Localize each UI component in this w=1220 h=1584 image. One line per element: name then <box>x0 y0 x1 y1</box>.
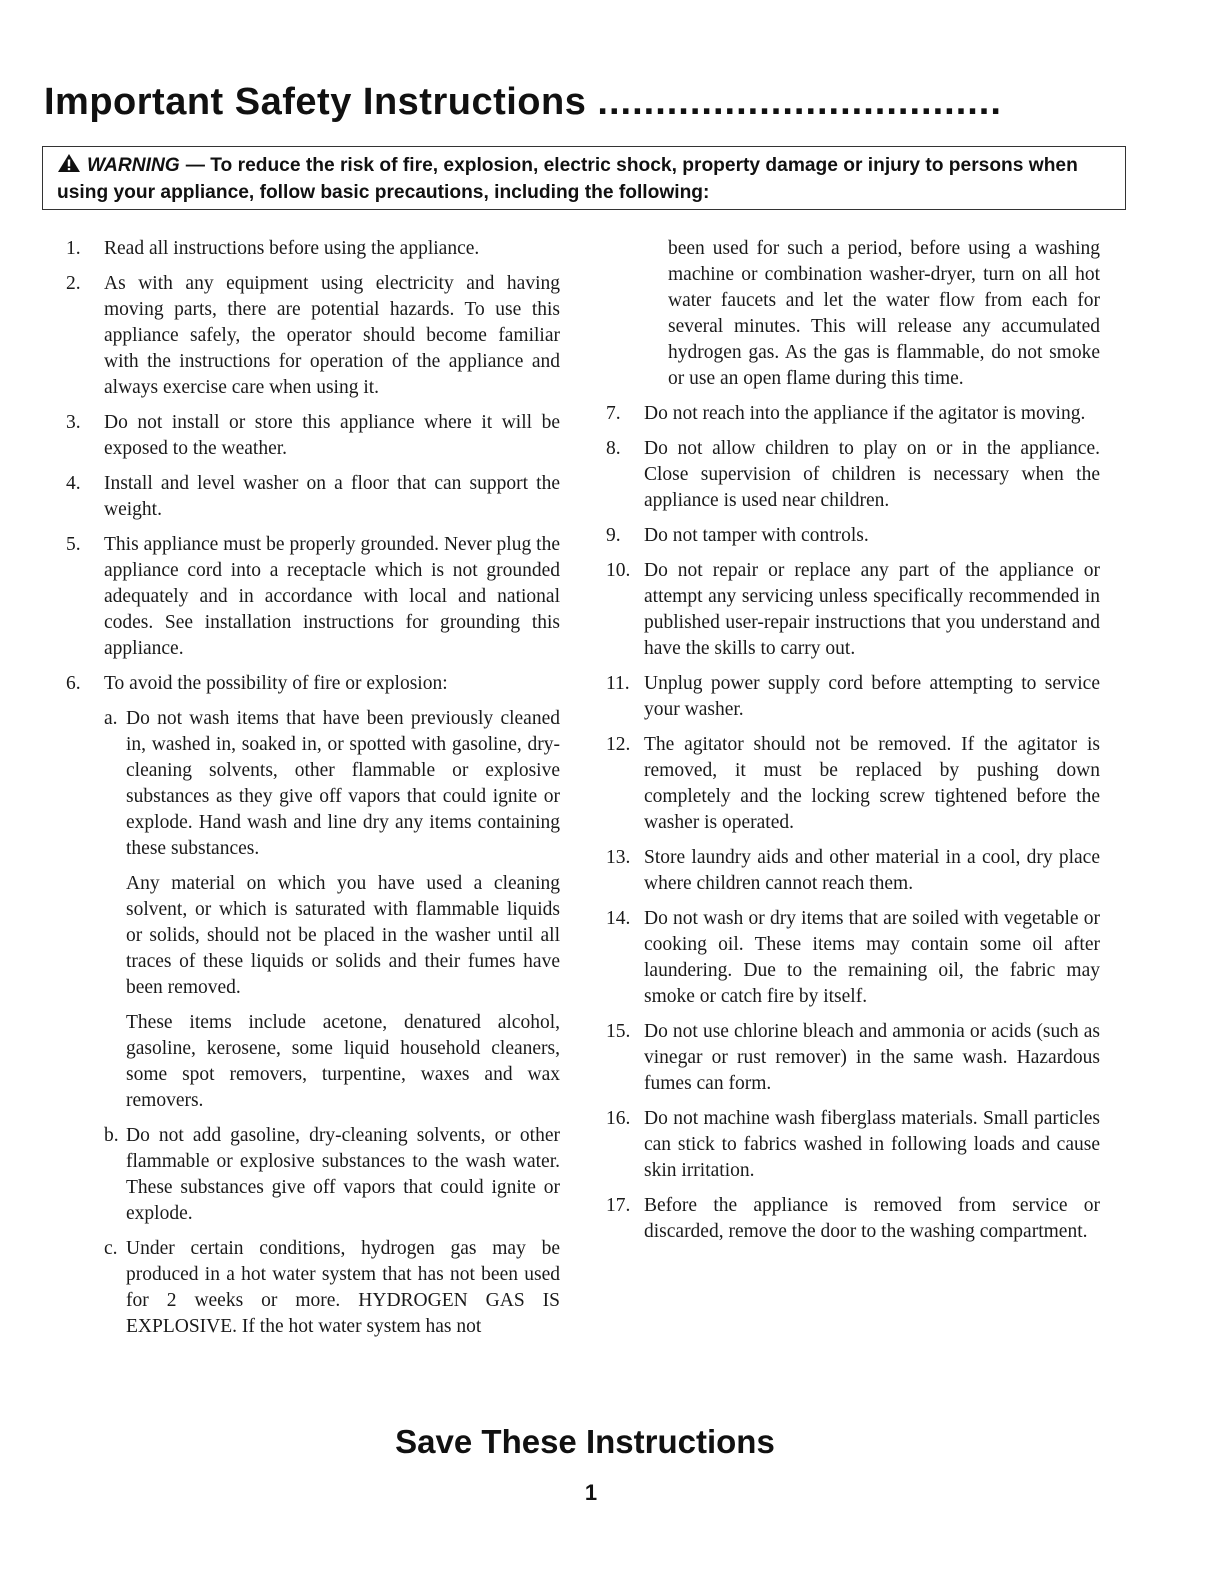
item-number: 12. <box>606 734 631 755</box>
sub-item-c <box>104 1236 560 1340</box>
sub-item-letter: b. <box>104 1125 119 1146</box>
sub-item-text: Under certain conditions, hydrogen gas may be produced in a hot water system that has not been used for 2 weeks or more. HYDROGEN GAS IS EXPLOSIVE. If the hot water system has not <box>126 1238 560 1337</box>
sub-item-a <box>104 706 560 862</box>
item-text: Do not install or store this appliance where it will be exposed to the weather. <box>104 412 560 459</box>
item-text: Do not tamper with controls. <box>644 525 869 546</box>
list-item <box>66 410 560 462</box>
list-item <box>66 471 560 523</box>
list-item <box>606 906 1100 1010</box>
item-number: 11. <box>606 673 630 694</box>
list-item <box>66 271 560 401</box>
sub-item-text: Do not add gasoline, dry-cleaning solvents, or other flammable or explosive substances to the wash water. These substances give off vapors that could ignite or explode. <box>126 1125 560 1224</box>
item-text: Read all instructions before using the appliance. <box>104 238 480 259</box>
item-number: 2. <box>66 273 81 294</box>
page-title-text: Important Safety Instructions <box>44 81 587 123</box>
item-text: Install and level washer on a floor that can support the weight. <box>104 473 560 520</box>
list-item <box>606 845 1100 897</box>
item-text: Store laundry aids and other material in a cool, dry place where children cannot reach them. <box>644 847 1100 894</box>
list-item <box>606 401 1100 427</box>
sub-item-a-paragraph: Any material on which you have used a cleaning solvent, or which is saturated with flammable liquids or solids, should not be placed in the washer until all traces of these liquids or solids and their fumes have been removed. <box>126 873 560 998</box>
page-number: 1 <box>584 1480 598 1505</box>
list-item <box>606 436 1100 514</box>
item-number: 13. <box>606 847 631 868</box>
list-item <box>606 732 1100 836</box>
item-text: The agitator should not be removed. If the agitator is removed, it must be replaced by pushing down completely and the locking screw tightened before the washer is operated. <box>644 734 1100 833</box>
item-text: To avoid the possibility of fire or explosion: <box>104 673 448 694</box>
list-item <box>66 532 560 662</box>
item-number: 1. <box>66 238 81 259</box>
list-item <box>606 523 1100 549</box>
item-text: Before the appliance is removed from service or discarded, remove the door to the washing compartment. <box>644 1195 1100 1242</box>
list-item <box>606 1193 1100 1245</box>
warning-text: — To reduce the risk of fire, explosion, electric shock, property damage or injury to persons when using your appliance, follow basic precautions, including the following: <box>57 155 1078 203</box>
left-column <box>66 236 560 1349</box>
warning-label: WARNING <box>87 155 180 176</box>
list-item <box>66 671 560 697</box>
list-item <box>606 558 1100 662</box>
item-number: 7. <box>606 403 621 424</box>
item-number: 6. <box>66 673 81 694</box>
item-number: 4. <box>66 473 81 494</box>
item-number: 15. <box>606 1021 631 1042</box>
item-number: 10. <box>606 560 631 581</box>
item-text: Do not reach into the appliance if the agitator is moving. <box>644 403 1086 424</box>
sub-item-letter: a. <box>104 708 118 729</box>
item-number: 8. <box>606 438 621 459</box>
item-text: As with any equipment using electricity and having moving parts, there are potential hazards. To use this appliance safely, the operator should become familiar with the instructions for operation of the appliance and always exercise care when using it. <box>104 273 560 398</box>
sub-item-letter: c. <box>104 1238 118 1259</box>
list-item <box>606 1106 1100 1184</box>
item-text: Unplug power supply cord before attempting to service your washer. <box>644 673 1100 720</box>
item-text: Do not use chlorine bleach and ammonia or acids (such as vinegar or rust remover) in the same wash. Hazardous fumes can form. <box>644 1021 1100 1094</box>
item-text: Do not wash or dry items that are soiled with vegetable or cooking oil. These items may contain some oil after laundering. Due to the remaining oil, the fabric may smoke or catch fire by itself. <box>644 908 1100 1007</box>
page-title <box>44 78 1114 126</box>
item-number: 3. <box>66 412 81 433</box>
item-number: 5. <box>66 534 81 555</box>
item-number: 14. <box>606 908 631 929</box>
warning-icon <box>57 153 81 173</box>
item-text: This appliance must be properly grounded. Never plug the appliance cord into a receptacle which is not grounded adequately and in accordance with local and national codes. See installation instructions for grounding this appliance. <box>104 534 560 659</box>
item-number: 9. <box>606 525 621 546</box>
right-column <box>606 236 1100 1254</box>
item-number: 16. <box>606 1108 631 1129</box>
sub-item-c-continued: been used for such a period, before using a washing machine or combination washer-dryer, turn on all hot water faucets and let the water flow from each for several minutes. This will release any accumulated hydrogen gas. As the gas is flammable, do not smoke or use an open flame during this time. <box>668 238 1100 389</box>
item-text: Do not machine wash fiberglass materials. Small particles can stick to fabrics washed in following loads and cause skin irritation. <box>644 1108 1100 1181</box>
warning-box <box>42 146 1126 210</box>
list-item <box>606 671 1100 723</box>
sub-item-b <box>104 1123 560 1227</box>
item-number: 17. <box>606 1195 631 1216</box>
title-leader: ................................... <box>597 81 1002 123</box>
list-item <box>606 1019 1100 1097</box>
sub-item-a-paragraph: These items include acetone, denatured alcohol, gasoline, kerosene, some liquid household cleaners, some spot removers, turpentine, waxes and wax removers. <box>126 1012 560 1111</box>
list-item <box>66 236 560 262</box>
save-instructions-heading: Save These Instructions <box>395 1423 775 1460</box>
sub-item-text: Do not wash items that have been previously cleaned in, washed in, soaked in, or spotted with gasoline, dry-cleaning solvents, other flammable or explosive substances as they give off vapors that could ignite or explode. Hand wash and line dry any items containing these substances. <box>126 708 560 859</box>
item-text: Do not allow children to play on or in the appliance. Close supervision of children is necessary when the appliance is used near children. <box>644 438 1100 511</box>
item-text: Do not repair or replace any part of the appliance or attempt any servicing unless specifically recommended in published user-repair instructions that you understand and have the skills to carry out. <box>644 560 1100 659</box>
